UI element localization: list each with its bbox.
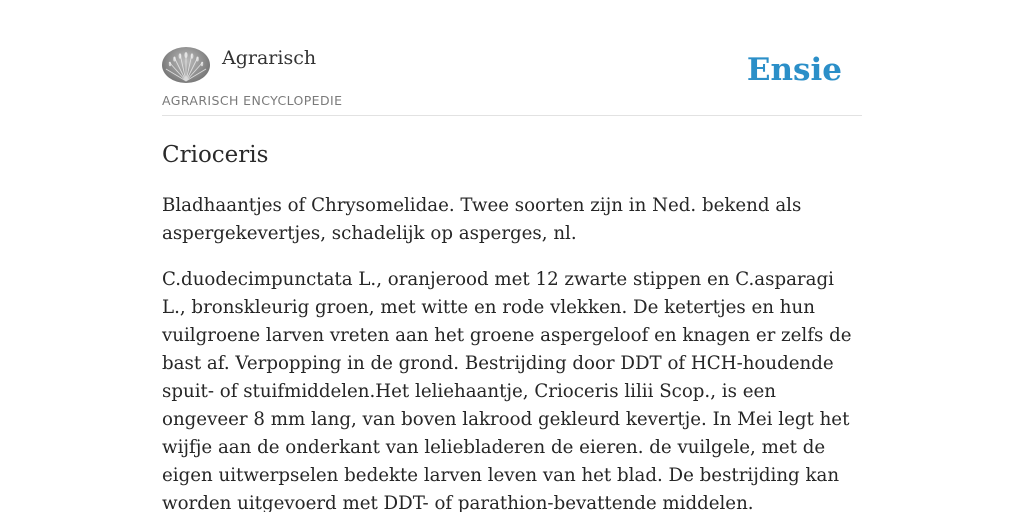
source-subtitle: AGRARISCH ENCYCLOPEDIE xyxy=(162,93,343,108)
article-body xyxy=(162,192,862,512)
article-paragraph: C.duodecimpunctata L., oranjerood met 12 zwarte stippen en C.asparagi L., bronskleurig groen, met witte en rode vlekken. De ketertjes en hun vuilgroene larven vreten aan het groene aspergeloof en knagen er zelfs de bast af. Verpopping in de grond. Bestrijding door DDT of HCH-houdende spuit- of stuifmiddelen.Het leliehaantje, Crioceris lilii Scop., is een ongeveer 8 mm lang, van boven lakrood gekleurd kevertje. In Mei legt het wijfje aan de onderkant van leliebladeren de eieren. de vuilgele, met de eigen uitwerpselen bedekte larven leven van het blad. De bestrijding kan worden uitgevoerd met DDT- of parathion-bevattende middelen. xyxy=(162,269,852,512)
page xyxy=(162,0,862,512)
article-title: Crioceris xyxy=(162,142,269,168)
header xyxy=(162,0,862,116)
brand-logo-link[interactable]: Ensie xyxy=(746,52,842,88)
wheat-sheaf-icon[interactable] xyxy=(162,47,210,83)
article-paragraph: Bladhaantjes of Chrysomelidae. Twee soorten zijn in Ned. bekend als aspergekevertjes, schadelijk op asperges, nl. xyxy=(162,195,802,244)
header-divider xyxy=(162,115,862,116)
source-name[interactable]: Agrarisch xyxy=(222,47,317,69)
